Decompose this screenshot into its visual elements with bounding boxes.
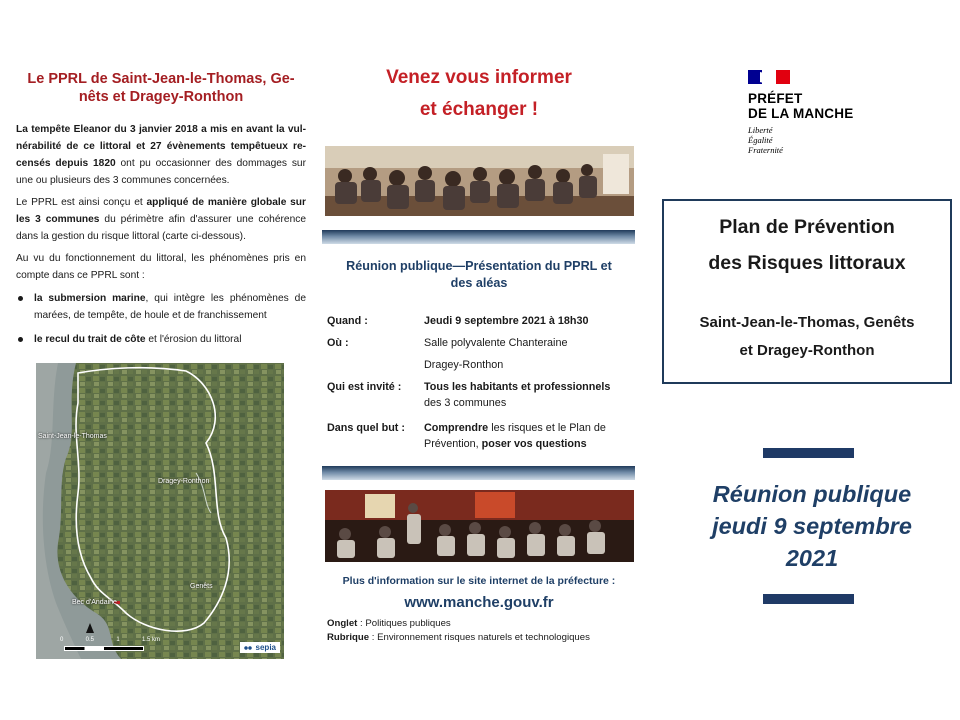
info-value-text: les risques et le Plan de Prévention, xyxy=(424,422,606,450)
paragraph-global-text2: du périmètre afin d'assurer une cohérence dans la gestion du risque littoral (carte ci-dessous). xyxy=(16,214,307,242)
paragraph-eleanor-text: ont pu occasionner des dommages sur une ou plusieurs des 3 communes concernées. xyxy=(16,158,306,186)
republic-motto xyxy=(748,125,783,155)
big-reunion-line3: 2021 xyxy=(785,545,839,571)
info-label: Qui est invité : xyxy=(327,381,402,393)
map-label-bec: Bec d'Andaine xyxy=(72,599,117,606)
sepia-logo xyxy=(240,642,280,653)
onglet-value: : Politiques publiques xyxy=(357,618,451,629)
invitation-title-line2: et échanger ! xyxy=(419,99,539,120)
rubrique-label: Rubrique xyxy=(327,632,370,643)
left-title xyxy=(16,70,306,106)
scale-tick: 0.5 xyxy=(85,637,94,643)
info-label: Où : xyxy=(327,337,349,349)
motto-egalite: Égalité xyxy=(748,135,773,145)
reunion-heading xyxy=(323,258,635,292)
map-aerial-image xyxy=(36,363,284,659)
decorative-bar-bottom xyxy=(763,594,854,604)
meeting-photo-bottom-image xyxy=(325,490,634,562)
plan-communes-line1: Saint-Jean-le-Thomas, Genêts xyxy=(699,314,915,331)
reunion-heading-line1: Réunion publique—Présentation du PPRL et xyxy=(346,259,612,273)
invitation-title xyxy=(323,62,635,126)
plan-title-line1: Plan de Prévention xyxy=(719,216,895,238)
more-info-text: Plus d'information sur le site internet de la préfecture : xyxy=(342,575,616,587)
left-title-line1: Le PPRL de Saint-Jean-le-Thomas, Ge- xyxy=(27,71,295,87)
pprl-perimeter-map xyxy=(36,363,284,659)
reunion-heading-line2: des aléas xyxy=(450,276,508,290)
motto-fraternite: Fraternité xyxy=(748,145,783,155)
paragraph-eleanor-bold: La tempête Eleanor du 3 janvier 2018 a mis en avant la vul-nérabilité de ce littoral et 27 évènements tempêtueux re-censés depuis 1820 xyxy=(16,124,306,169)
map-label-saint-jean: Saint-Jean-le-Thomas xyxy=(38,433,107,440)
big-reunion-date xyxy=(662,478,960,574)
scale-tick: 0 xyxy=(60,637,64,643)
bullet-submersion xyxy=(16,290,306,324)
prefet-line2: DE LA MANCHE xyxy=(748,106,854,121)
info-value-bold: Comprendre xyxy=(424,422,489,434)
plan-title-line2: des Risques littoraux xyxy=(708,252,906,274)
plan-title xyxy=(664,209,950,281)
prefet-line1: PRÉFET xyxy=(748,91,803,106)
rubrique-line xyxy=(327,631,647,645)
info-value: Salle polyvalente Chanteraine xyxy=(424,337,568,349)
map-label-genets: Genêts xyxy=(190,583,213,590)
onglet-line xyxy=(327,617,647,631)
map-scale-bar xyxy=(64,646,144,651)
paragraph-global-text1: Le PPRL est ainsi conçu et xyxy=(16,197,147,208)
invitation-title-line1: Venez vous informer xyxy=(386,67,572,88)
info-value-bold2: poser vos questions xyxy=(481,438,587,450)
info-value-bold: Jeudi 9 septembre 2021 à 18h30 xyxy=(424,315,589,327)
map-label-dragey: Dragey-Ronthon xyxy=(158,478,210,485)
big-reunion-line2: jeudi 9 septembre xyxy=(712,513,912,539)
prefecture-website-link[interactable]: www.manche.gouv.fr xyxy=(404,594,554,611)
left-title-line2: nêts et Dragey-Ronthon xyxy=(78,89,244,105)
scale-tick: 1 xyxy=(116,637,120,643)
bullet-recul-bold: le recul du trait de côte xyxy=(34,334,146,345)
bullet-submersion-bold: la submersion marine xyxy=(34,293,146,304)
info-label: Dans quel but : xyxy=(327,422,405,434)
bullet-dot xyxy=(18,296,23,301)
plan-title-box xyxy=(662,199,952,384)
meeting-photo-top xyxy=(325,146,634,216)
info-value xyxy=(424,379,634,411)
paragraph-phenomenes: Au vu du fonctionnement du littoral, les phénomènes pris en compte dans ce PPRL sont : xyxy=(16,253,306,281)
paragraph-global xyxy=(16,194,306,245)
plan-communes xyxy=(664,309,950,365)
bullet-recul xyxy=(16,331,306,348)
info-value xyxy=(424,420,634,452)
info-label: Quand : xyxy=(327,315,368,327)
sepia-logo-text: sepia xyxy=(255,643,276,652)
marianne-logo-icon xyxy=(748,70,790,84)
meeting-photo-bottom xyxy=(325,490,634,562)
info-value xyxy=(424,313,634,329)
decorative-bar-top xyxy=(763,448,854,458)
sepia-dots-icon xyxy=(244,645,254,651)
motto-liberte: Liberté xyxy=(748,125,773,135)
section-divider-bar xyxy=(322,230,635,244)
paragraph-eleanor xyxy=(16,121,306,189)
big-reunion-line1: Réunion publique xyxy=(712,481,912,507)
scale-tick: 1.5 km xyxy=(141,637,160,643)
onglet-label: Onglet xyxy=(327,618,358,629)
rubrique-value: : Environnement risques naturels et technologiques xyxy=(369,632,590,643)
info-value-text: des 3 communes xyxy=(424,397,507,409)
info-value-bold: Tous les habitants et professionnels xyxy=(424,381,611,393)
section-divider-bar xyxy=(322,466,635,480)
plan-communes-line2: et Dragey-Ronthon xyxy=(739,342,875,359)
paragraph-global-bold: appliqué de manière globale sur les 3 communes xyxy=(16,197,306,225)
bullet-submersion-text: , qui intègre les phénomènes de marées, de tempête, de houle et de franchissement xyxy=(34,293,306,321)
bullet-recul-text: et l'érosion du littoral xyxy=(145,334,242,345)
prefet-logo-text xyxy=(748,91,853,121)
info-value: Dragey-Ronthon xyxy=(424,359,504,371)
map-scale-ticks xyxy=(60,637,160,643)
north-arrow-icon xyxy=(86,623,94,633)
bullet-dot xyxy=(18,337,23,342)
meeting-photo-top-image xyxy=(325,146,634,216)
